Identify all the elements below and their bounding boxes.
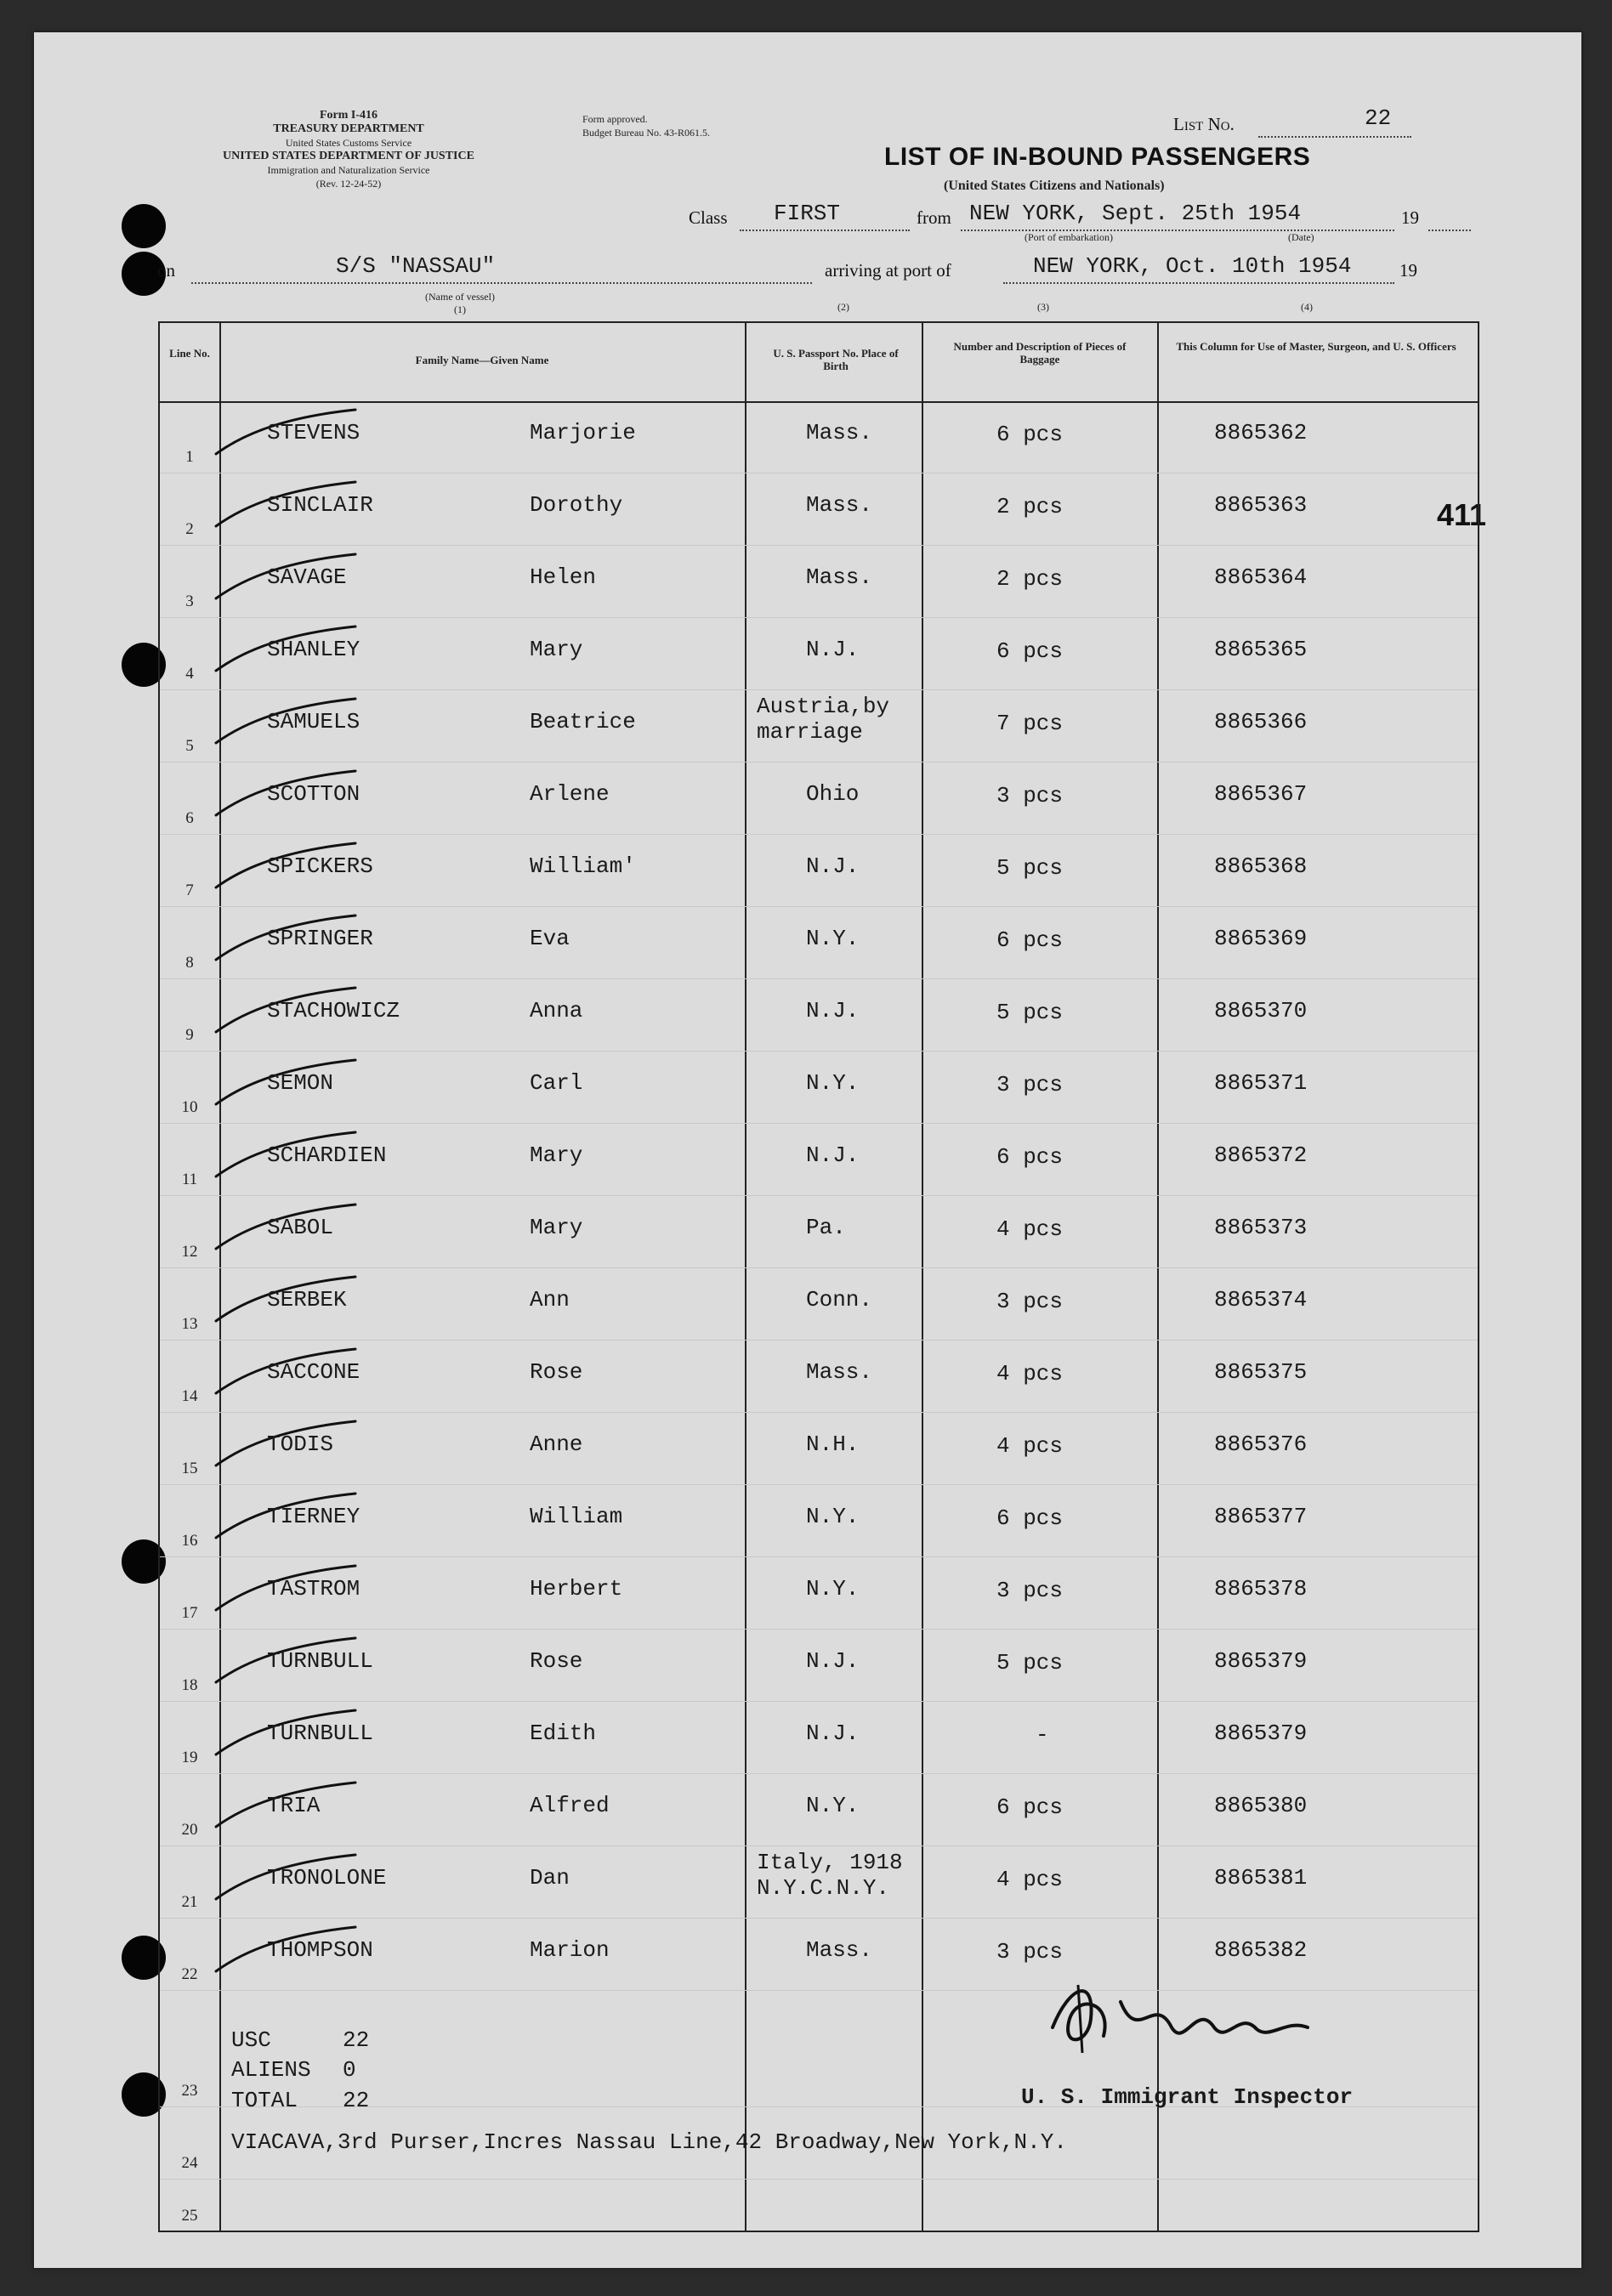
baggage: 3 pcs bbox=[996, 1939, 1064, 1964]
line-number: 16 bbox=[181, 1532, 198, 1550]
table-row bbox=[160, 1052, 1478, 1124]
column-number-4: (4) bbox=[1301, 301, 1313, 313]
binder-hole bbox=[122, 204, 166, 248]
baggage: 7 pcs bbox=[996, 711, 1064, 736]
baggage: 6 pcs bbox=[996, 422, 1064, 447]
table-row bbox=[160, 1774, 1478, 1846]
document-number: 8865378 bbox=[1214, 1576, 1308, 1602]
given-name: Mary bbox=[530, 637, 583, 662]
given-name: Eva bbox=[530, 926, 570, 951]
form-number: Form I-416 bbox=[319, 109, 378, 122]
table-row bbox=[160, 546, 1478, 618]
family-name: TRIA bbox=[267, 1793, 321, 1818]
line-number: 6 bbox=[185, 809, 194, 827]
document-number: 8865374 bbox=[1214, 1287, 1308, 1312]
place-of-birth: N.J. bbox=[806, 1721, 860, 1746]
given-name: Rose bbox=[530, 1648, 583, 1674]
baggage: 5 pcs bbox=[996, 855, 1064, 881]
baggage: 5 pcs bbox=[996, 1650, 1064, 1675]
given-name: Edith bbox=[530, 1721, 597, 1746]
table-row bbox=[160, 762, 1478, 835]
document-number: 8865363 bbox=[1214, 492, 1308, 518]
line-number: 24 bbox=[181, 2154, 198, 2172]
ins-name: Immigration and Naturalization Service bbox=[267, 164, 430, 176]
table-row bbox=[160, 979, 1478, 1052]
document-number: 8865371 bbox=[1214, 1070, 1308, 1096]
document-number: 8865373 bbox=[1214, 1215, 1308, 1240]
place-of-birth: N.Y. bbox=[806, 926, 860, 951]
column-header-passport: U. S. Passport No. Place of Birth bbox=[773, 347, 899, 372]
document-number: 8865375 bbox=[1214, 1359, 1308, 1385]
place-of-birth: Italy, 1918 N.Y.C.N.Y. bbox=[757, 1850, 903, 1901]
table-row bbox=[160, 1702, 1478, 1774]
place-of-birth: Austria,by marriage bbox=[757, 694, 890, 745]
document-number: 8865381 bbox=[1214, 1865, 1308, 1891]
line-number: 14 bbox=[181, 1387, 198, 1405]
place-of-birth: N.J. bbox=[806, 998, 860, 1023]
form-info-block bbox=[153, 109, 544, 190]
table-row bbox=[160, 1341, 1478, 1413]
baggage: 6 pcs bbox=[996, 1794, 1064, 1820]
family-name: TRONOLONE bbox=[267, 1865, 387, 1891]
table-row bbox=[160, 907, 1478, 979]
baggage: 4 pcs bbox=[996, 1433, 1064, 1459]
family-name: TURNBULL bbox=[267, 1648, 373, 1674]
table-row bbox=[160, 1846, 1478, 1919]
given-name: Dorothy bbox=[530, 492, 623, 518]
place-of-birth: Mass. bbox=[806, 492, 873, 518]
column-header-line-no: Line No. bbox=[169, 347, 210, 360]
line-number: 17 bbox=[181, 1604, 198, 1622]
class-value: FIRST bbox=[774, 201, 841, 226]
place-of-birth: N.Y. bbox=[806, 1793, 860, 1818]
line-number: 9 bbox=[185, 1026, 194, 1044]
document-number: 8865367 bbox=[1214, 781, 1308, 807]
customs-service: United States Customs Service bbox=[285, 137, 412, 149]
list-no-value: 22 bbox=[1365, 105, 1392, 131]
approval-block bbox=[582, 112, 710, 139]
column-header-officers: This Column for Use of Master, Surgeon, and U. S. Officers bbox=[1176, 340, 1456, 353]
line-number: 25 bbox=[181, 2207, 198, 2225]
given-name: Beatrice bbox=[530, 709, 636, 734]
column-header-name: Family Name—Given Name bbox=[415, 354, 549, 366]
line-number: 2 bbox=[185, 520, 194, 538]
aliens-value: 0 bbox=[343, 2057, 356, 2083]
line-number: 7 bbox=[185, 882, 194, 899]
family-name: SABOL bbox=[267, 1215, 334, 1240]
table-row bbox=[160, 1413, 1478, 1485]
given-name: Anne bbox=[530, 1431, 583, 1457]
document-number: 8865379 bbox=[1214, 1721, 1308, 1746]
arrival-year-suffix: 19 bbox=[1399, 260, 1417, 281]
family-name: SERBEK bbox=[267, 1287, 347, 1312]
family-name: SAVAGE bbox=[267, 564, 347, 590]
family-name: THOMPSON bbox=[267, 1937, 373, 1963]
document-number: 8865368 bbox=[1214, 853, 1308, 879]
arriving-label: arriving at port of bbox=[825, 260, 951, 281]
table-row bbox=[160, 618, 1478, 690]
document-number: 8865382 bbox=[1214, 1937, 1308, 1963]
place-of-birth: Ohio bbox=[806, 781, 860, 807]
line-number: 18 bbox=[181, 1676, 198, 1694]
document-number: 8865380 bbox=[1214, 1793, 1308, 1818]
family-name: SEMON bbox=[267, 1070, 334, 1096]
given-name: Mary bbox=[530, 1215, 583, 1240]
family-name: SACCONE bbox=[267, 1359, 360, 1385]
baggage: 6 pcs bbox=[996, 927, 1064, 953]
baggage: 2 pcs bbox=[996, 566, 1064, 592]
place-of-birth: N.J. bbox=[806, 853, 860, 879]
line-number: 8 bbox=[185, 954, 194, 972]
column-number-1: (1) bbox=[453, 303, 466, 315]
place-of-birth: Mass. bbox=[806, 564, 873, 590]
total-label: TOTAL bbox=[231, 2088, 298, 2113]
document-number: 8865366 bbox=[1214, 709, 1308, 734]
place-of-birth: Mass. bbox=[806, 420, 873, 445]
baggage: 3 pcs bbox=[996, 783, 1064, 808]
family-name: TASTROM bbox=[267, 1576, 360, 1602]
place-of-birth: N.H. bbox=[806, 1431, 860, 1457]
given-name: Mary bbox=[530, 1142, 583, 1168]
family-name: TURNBULL bbox=[267, 1721, 373, 1746]
usc-label: USC bbox=[231, 2027, 271, 2053]
given-name: Dan bbox=[530, 1865, 570, 1891]
document-number: 8865365 bbox=[1214, 637, 1308, 662]
table-row bbox=[160, 690, 1478, 762]
place-of-birth: Pa. bbox=[806, 1215, 846, 1240]
page-title: LIST OF IN-BOUND PASSENGERS bbox=[884, 143, 1311, 171]
place-of-birth: Conn. bbox=[806, 1287, 873, 1312]
arrival-value: NEW YORK, Oct. 10th 1954 bbox=[1033, 253, 1352, 279]
port-caption: (Port of embarkation) bbox=[1025, 231, 1113, 243]
baggage: 2 pcs bbox=[996, 494, 1064, 519]
line-number: 12 bbox=[181, 1243, 198, 1261]
baggage: 6 pcs bbox=[996, 638, 1064, 664]
line-number: 5 bbox=[185, 737, 194, 755]
document-number: 8865370 bbox=[1214, 998, 1308, 1023]
from-label: from bbox=[917, 207, 951, 228]
given-name: Ann bbox=[530, 1287, 570, 1312]
place-of-birth: N.Y. bbox=[806, 1070, 860, 1096]
table-row bbox=[160, 2180, 1478, 2231]
vessel-name: S/S "NASSAU" bbox=[336, 253, 496, 279]
line-number: 10 bbox=[181, 1098, 198, 1116]
purser-line: VIACAVA,3rd Purser,Incres Nassau Line,42 Broadway,New York,N.Y. bbox=[231, 2129, 1067, 2155]
family-name: TIERNEY bbox=[267, 1504, 360, 1529]
place-of-birth: N.J. bbox=[806, 1648, 860, 1674]
family-name: STACHOWICZ bbox=[267, 998, 400, 1023]
baggage: 4 pcs bbox=[996, 1216, 1064, 1242]
baggage: 3 pcs bbox=[996, 1289, 1064, 1314]
given-name: Alfred bbox=[530, 1793, 610, 1818]
baggage: 5 pcs bbox=[996, 1000, 1064, 1025]
place-of-birth: N.J. bbox=[806, 637, 860, 662]
class-label: Class bbox=[689, 207, 728, 228]
table-row bbox=[160, 473, 1478, 546]
line-number: 20 bbox=[181, 1821, 198, 1839]
baggage: 6 pcs bbox=[996, 1144, 1064, 1170]
given-name: William bbox=[530, 1504, 623, 1529]
family-name: TODIS bbox=[267, 1431, 334, 1457]
family-name: STEVENS bbox=[267, 420, 360, 445]
usc-value: 22 bbox=[343, 2027, 370, 2053]
passenger-table bbox=[158, 321, 1479, 2232]
column-header-baggage: Number and Description of Pieces of Baggage bbox=[953, 340, 1127, 366]
document-number: 8865377 bbox=[1214, 1504, 1308, 1529]
vessel-caption bbox=[425, 291, 495, 316]
list-no-label: List No. bbox=[1173, 114, 1235, 134]
table-row bbox=[160, 1268, 1478, 1341]
from-year-suffix: 19 bbox=[1401, 207, 1419, 228]
table-row bbox=[160, 1124, 1478, 1196]
given-name: Helen bbox=[530, 564, 597, 590]
document-number: 8865369 bbox=[1214, 926, 1308, 951]
given-name: Marion bbox=[530, 1937, 610, 1963]
line-number: 22 bbox=[181, 1965, 198, 1983]
line-number: 1 bbox=[185, 448, 194, 466]
line-number: 13 bbox=[181, 1315, 198, 1333]
place-of-birth: Mass. bbox=[806, 1359, 873, 1385]
vessel-caption-text: (Name of vessel) bbox=[425, 291, 495, 303]
document-number: 8865379 bbox=[1214, 1648, 1308, 1674]
given-name: Marjorie bbox=[530, 420, 636, 445]
family-name: SINCLAIR bbox=[267, 492, 373, 518]
baggage: 6 pcs bbox=[996, 1505, 1064, 1531]
table-row bbox=[160, 1557, 1478, 1630]
line-number: 3 bbox=[185, 592, 194, 610]
table-row bbox=[160, 1485, 1478, 1557]
baggage: 3 pcs bbox=[996, 1578, 1064, 1603]
table-row bbox=[160, 835, 1478, 907]
on-label: on bbox=[157, 260, 175, 281]
baggage: - bbox=[1036, 1722, 1049, 1748]
page-subtitle: (United States Citizens and Nationals) bbox=[944, 179, 1165, 193]
aliens-label: ALIENS bbox=[231, 2057, 311, 2083]
column-number-3: (3) bbox=[1037, 301, 1049, 313]
form-approved: Form approved. bbox=[582, 113, 648, 125]
given-name: Herbert bbox=[530, 1576, 623, 1602]
place-of-birth: N.Y. bbox=[806, 1504, 860, 1529]
family-name: SCHARDIEN bbox=[267, 1142, 387, 1168]
inspector-title: U. S. Immigrant Inspector bbox=[1021, 2084, 1354, 2110]
given-name: Carl bbox=[530, 1070, 583, 1096]
document-number: 8865372 bbox=[1214, 1142, 1308, 1168]
date-caption: (Date) bbox=[1288, 231, 1314, 243]
family-name: SAMUELS bbox=[267, 709, 360, 734]
place-of-birth: N.Y. bbox=[806, 1576, 860, 1602]
column-number-2: (2) bbox=[837, 301, 849, 313]
document-number: 8865362 bbox=[1214, 420, 1308, 445]
table-row bbox=[160, 1630, 1478, 1702]
from-value: NEW YORK, Sept. 25th 1954 bbox=[969, 201, 1302, 226]
baggage: 4 pcs bbox=[996, 1361, 1064, 1386]
baggage: 3 pcs bbox=[996, 1072, 1064, 1097]
document-number: 8865376 bbox=[1214, 1431, 1308, 1457]
inspector-signature bbox=[1044, 1968, 1325, 2061]
line-number: 11 bbox=[181, 1171, 198, 1188]
line-number: 21 bbox=[181, 1893, 198, 1911]
side-number: 411 bbox=[1437, 497, 1487, 532]
total-value: 22 bbox=[343, 2088, 370, 2113]
justice-department: UNITED STATES DEPARTMENT OF JUSTICE bbox=[223, 150, 474, 162]
place-of-birth: Mass. bbox=[806, 1937, 873, 1963]
baggage: 4 pcs bbox=[996, 1867, 1064, 1892]
revision: (Rev. 12-24-52) bbox=[315, 178, 382, 190]
line-number: 23 bbox=[181, 2082, 198, 2100]
budget-bureau: Budget Bureau No. 43-R061.5. bbox=[582, 127, 710, 139]
given-name: Anna bbox=[530, 998, 583, 1023]
family-name: SCOTTON bbox=[267, 781, 360, 807]
line-number: 4 bbox=[185, 665, 194, 683]
family-name: SHANLEY bbox=[267, 637, 360, 662]
given-name: William' bbox=[530, 853, 636, 879]
line-number: 15 bbox=[181, 1460, 198, 1477]
table-row bbox=[160, 1196, 1478, 1268]
document-number: 8865364 bbox=[1214, 564, 1308, 590]
treasury-department: TREASURY DEPARTMENT bbox=[273, 122, 424, 135]
family-name: SPRINGER bbox=[267, 926, 373, 951]
table-row bbox=[160, 401, 1478, 473]
place-of-birth: N.J. bbox=[806, 1142, 860, 1168]
line-number: 19 bbox=[181, 1749, 198, 1766]
given-name: Rose bbox=[530, 1359, 583, 1385]
given-name: Arlene bbox=[530, 781, 610, 807]
family-name: SPICKERS bbox=[267, 853, 373, 879]
